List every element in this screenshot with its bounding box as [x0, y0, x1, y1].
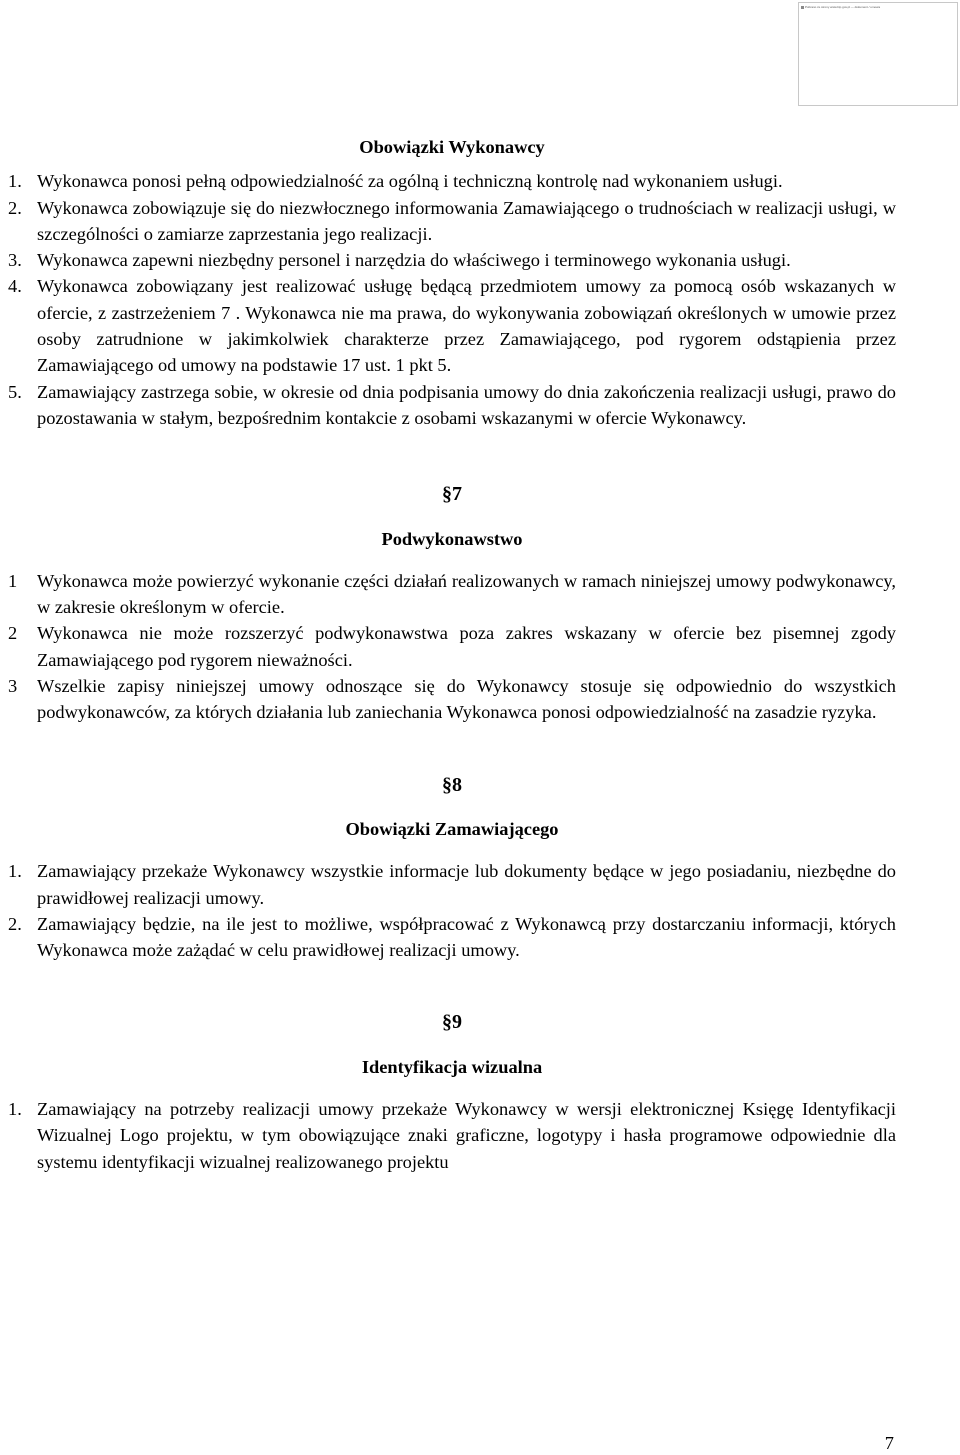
item-text: Wykonawca może powierzyć wykonanie części działań realizowanych w ramach niniejszej umowy podwykonawcy, w zakresie określonym w ofercie.	[37, 570, 896, 618]
section-heading: Obowiązki Wykonawcy	[359, 137, 545, 157]
item-text: Wykonawca ponosi pełną odpowiedzialność za ogólną i techniczną kontrolę nad wykonaniem usługi.	[37, 171, 783, 192]
item-number: 4.	[8, 276, 22, 297]
paragraph-mark: §7	[442, 483, 462, 506]
item-text: Zamawiający będzie, na ile jest to możliwe, współpracować z Wykonawcą przy dostarczaniu informacji, których Wykonawca może zażądać w celu prawidłowej realizacji umowy.	[37, 913, 896, 961]
section-heading: Identyfikacja wizualna	[361, 1056, 543, 1077]
document-body	[8, 130, 896, 1175]
section-identyfikacja-wizualna	[8, 1009, 896, 1174]
paragraph-number: 9	[452, 1011, 462, 1034]
item-text: Wykonawca zobowiązany jest realizować usługę będącą przedmiotem umowy za pomocą osób wskazanych w ofercie, z zastrzeżeniem 7 . Wykonawca nie ma prawa, do wykonywania zobowiązań określonych w umowie przez osoby zatrudnione w jakimkolwiek charakterze przez Zamawiającego, pod rygorem odstąpienia przez Zamawiającego od umowy na podstawie 17 ust. 1 pkt 5.	[37, 276, 896, 376]
paragraph-number: 8	[452, 773, 462, 796]
item-text: Wykonawca zobowiązuje się do niezwłocznego informowania Zamawiającego o trudnościach w realizacji usługi, w szczególności o zamiarze zaprzestania jego realizacji.	[37, 197, 896, 244]
paragraph-number: 7	[452, 483, 462, 506]
list-item	[8, 247, 896, 273]
item-list	[8, 1096, 896, 1175]
list-item	[8, 168, 896, 194]
document-icon	[801, 6, 804, 9]
item-number: 3	[8, 676, 18, 697]
item-text: Wykonawca zapewni niezbędny personel i narzędzia do właściwego i terminowego wykonania usługi.	[37, 250, 791, 271]
section-podwykonawstwo	[8, 481, 896, 725]
item-text: Zamawiający zastrzega sobie, w okresie od dnia podpisania umowy do dnia zakończenia realizacji usługi, prawo do pozostawania w stałym, bezpośrednim kontakcie z osobami wskazanymi w ofercie Wykonawcy.	[37, 381, 896, 428]
list-item	[8, 273, 896, 378]
item-list	[8, 568, 896, 726]
document-preview-box	[798, 2, 958, 106]
item-text: Wykonawca nie może rozszerzyć podwykonawstwa poza zakres wskazany w ofercie bez pisemnej zgody Zamawiającego pod rygorem nieważności.	[37, 623, 896, 670]
list-item	[8, 858, 896, 911]
section-heading: Podwykonawstwo	[381, 528, 523, 549]
item-number: 5.	[8, 381, 22, 402]
list-item	[8, 620, 896, 673]
item-number: 2.	[8, 913, 22, 934]
item-number: 3.	[8, 250, 22, 271]
list-item	[8, 568, 896, 621]
item-number: 1	[8, 570, 18, 591]
page-number: 7	[884, 1433, 894, 1453]
list-item	[8, 195, 896, 248]
preview-caption: Pobrano ze strony www.bip.gov.pl — dokument / umowa	[805, 5, 880, 9]
item-text: Zamawiający przekaże Wykonawcy wszystkie informacje lub dokumenty będące w jego posiadaniu, niezbędne do prawidłowej realizacji umowy.	[37, 861, 896, 908]
item-list	[8, 168, 896, 431]
item-number: 1.	[8, 171, 22, 192]
item-number: 2.	[8, 197, 22, 218]
paragraph-mark: §9	[442, 1011, 462, 1034]
section-obowiazki-wykonawcy	[8, 134, 896, 431]
section-heading: Obowiązki Zamawiającego	[345, 818, 559, 839]
list-item	[8, 379, 896, 432]
item-number: 1.	[8, 861, 22, 882]
item-number: 2	[8, 623, 18, 644]
item-list	[8, 858, 896, 963]
list-item	[8, 673, 896, 726]
paragraph-mark: §8	[442, 773, 462, 796]
item-text: Zamawiający na potrzeby realizacji umowy przekaże Wykonawcy w wersji elektronicznej Księgę Identyfikacji Wizualnej Logo projektu, w tym obowiązujące znaki graficzne, logotypy i hasła programowe odpowiednie dla systemu identyfikacji wizualnej realizowanego projektu	[37, 1099, 896, 1172]
list-item	[8, 1096, 896, 1175]
item-number: 1.	[8, 1099, 22, 1120]
section-obowiazki-zamawiajacego	[8, 772, 896, 964]
item-text: Wszelkie zapisy niniejszej umowy odnoszące się do Wykonawcy stosuje się odpowiednio do wszystkich podwykonawców, za których działania lub zaniechania Wykonawca ponosi odpowiedzialność na zasadzie ryzyka.	[37, 676, 896, 723]
list-item	[8, 911, 896, 964]
